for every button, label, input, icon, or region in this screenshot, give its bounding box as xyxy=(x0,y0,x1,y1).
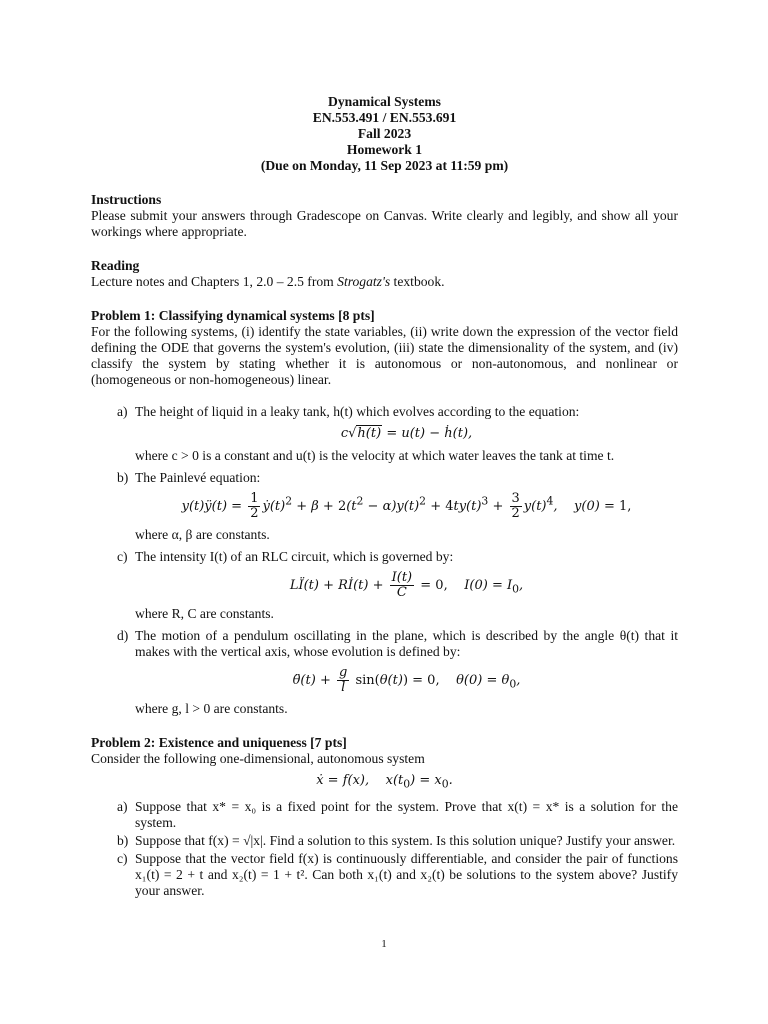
homework-title: Homework 1 xyxy=(346,142,423,157)
reading-heading: Reading xyxy=(91,258,140,273)
item-where: where g, l > 0 are constants. xyxy=(135,701,288,716)
equation-autonomous-system: ẋ = f(x), $x(t_0) = x_0$. xyxy=(316,773,453,791)
item-marker: b) xyxy=(117,832,129,848)
item-text: The motion of a pendulum oscillating in the plane, which is described by the angle θ(t) that it makes with the vertical axis, whose evolution is defined by: xyxy=(135,628,678,659)
item-where: where c > 0 is a constant and u(t) is the velocity at which water leaves the tank at time t. xyxy=(135,448,615,463)
course-title: Dynamical Systems xyxy=(328,94,441,109)
item-where: where R, C are constants. xyxy=(135,606,274,621)
problem1-item-b xyxy=(91,470,678,543)
problem2-heading: Problem 2: Existence and uniqueness [7 pts] xyxy=(91,735,347,750)
problem1-item-a xyxy=(91,404,678,464)
problem2-item-a xyxy=(91,799,678,831)
problem2-item-b xyxy=(91,833,678,849)
equation-leaky-tank: c√h(t) = u(t) − ḣ(t), xyxy=(340,426,473,441)
item-text: Suppose that x* = x₀ is a fixed point for the system. Prove that x(t) = x* is a solution for the system. xyxy=(135,798,678,830)
instructions-text: Please submit your answers through Gradescope on Canvas. Write clearly and legibly, and show all your workings where appropriate. xyxy=(91,208,678,239)
page-number: 1 xyxy=(381,938,387,950)
problem1-heading: Problem 1: Classifying dynamical systems [8 pts] xyxy=(91,308,375,323)
problem1-intro: For the following systems, (i) identify the state variables, (ii) write down the expression of the vector field defining the ODE that governs the system's evolution, (iii) state the dimensionality of the system, and (iv) classify the system by stating whether it is autonomous or non-autonomous, and nonlinear or (homogeneous or non-homogeneous) linear. xyxy=(91,324,678,387)
problem1-items xyxy=(91,404,678,717)
item-text: Suppose that f(x) = √|x|. Find a solution to this system. Is this solution unique? Justify your answer. xyxy=(135,832,676,848)
item-text: The intensity I(t) of an RLC circuit, which is governed by: xyxy=(135,549,454,564)
equation-painleve: y(t)ÿ(t) = $\frac{1}{2}$ $ẏ(t)^2 + \beta + 2(t^2 - \alpha)y(t)^2 + 4ty(t)^3$ + $\frac{3}{2}$ $y(t)^4$, y(0) = 1, xyxy=(181,491,632,521)
document-header xyxy=(91,94,678,174)
item-text: The Painlevé equation: xyxy=(135,470,261,485)
item-marker: c) xyxy=(117,549,128,564)
reading-text-after: textbook. xyxy=(390,274,445,289)
reading-text-book: Strogatz's xyxy=(337,274,391,289)
document-page xyxy=(91,94,678,899)
problem2-intro: Consider the following one-dimensional, autonomous system xyxy=(91,751,425,766)
item-text: Suppose that the vector field f(x) is continuously differentiable, and consider the pair of functions x₁(t) = 2 + t and x₂(t) = 1 + t². Can both x₁(t) and x₂(t) be solutions to the system above? Justify your answer. xyxy=(135,850,678,898)
item-marker: b) xyxy=(117,470,129,485)
equation-pendulum: θ̈(t) + $\frac{g}{l}$ sin(θ(t)) = 0, $\theta(0) = \theta_0$, xyxy=(292,665,521,695)
reading-text xyxy=(91,274,678,290)
problem1-item-d xyxy=(91,628,678,717)
item-marker: d) xyxy=(117,628,129,643)
equation-rlc: LÏ(t) + Rİ(t) + $\frac{I(t)}{C}$ = 0, $I(0) = I_0$, xyxy=(289,570,524,600)
instructions-heading: Instructions xyxy=(91,192,162,207)
item-marker: c) xyxy=(117,850,128,866)
item-where: where α, β are constants. xyxy=(135,527,270,542)
term: Fall 2023 xyxy=(357,126,412,141)
due-date: (Due on Monday, 11 Sep 2023 at 11:59 pm) xyxy=(260,158,509,173)
reading-text-before: Lecture notes and Chapters 1, 2.0 – 2.5 from xyxy=(91,274,338,289)
item-marker: a) xyxy=(117,404,128,419)
problem1-item-c xyxy=(91,549,678,622)
problem2-item-c xyxy=(91,851,678,899)
item-text: The height of liquid in a leaky tank, h(t) which evolves according to the equation: xyxy=(135,404,580,419)
item-marker: a) xyxy=(117,798,128,814)
problem2-items xyxy=(91,799,678,899)
course-code: EN.553.491 / EN.553.691 xyxy=(312,110,457,125)
